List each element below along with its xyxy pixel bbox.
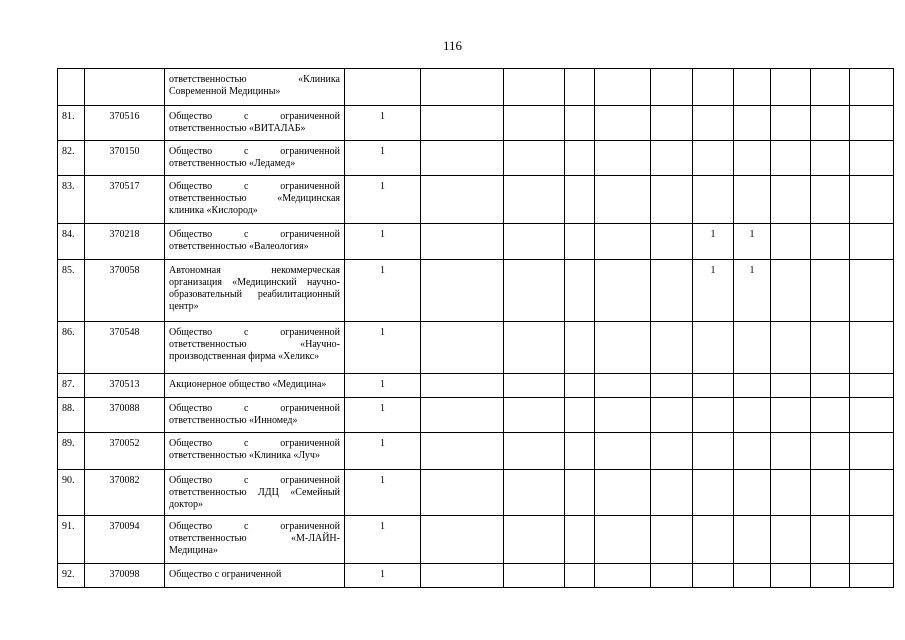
value-cell (734, 322, 771, 374)
row-number-cell: 81. (58, 106, 85, 141)
organization-name-cell: Общество с ограниченной ответственностью «Валеология» (165, 224, 345, 260)
table-row (58, 398, 894, 433)
value-cell (651, 322, 693, 374)
table-row (58, 564, 894, 588)
value-cell: 1 (345, 260, 421, 322)
row-number-cell: 83. (58, 176, 85, 224)
value-cell: 1 (693, 260, 734, 322)
registry-code-cell: 370150 (85, 141, 165, 176)
value-cell (595, 433, 651, 470)
value-cell (565, 69, 595, 106)
value-cell (565, 322, 595, 374)
value-cell (651, 433, 693, 470)
organization-name-cell: Общество с ограниченной ответственностью «Клиника «Луч» (165, 433, 345, 470)
value-cell (771, 433, 811, 470)
value-cell: 1 (345, 433, 421, 470)
row-number-cell: 82. (58, 141, 85, 176)
value-cell (595, 564, 651, 588)
value-cell (850, 398, 894, 433)
value-cell (693, 106, 734, 141)
value-cell (565, 141, 595, 176)
value-cell (850, 374, 894, 398)
value-cell (771, 224, 811, 260)
value-cell (734, 106, 771, 141)
organization-name-cell: Общество с ограниченной ответственностью «М-ЛАЙН-Медицина» (165, 516, 345, 564)
value-cell (693, 470, 734, 516)
value-cell (850, 322, 894, 374)
registry-code-cell: 370088 (85, 398, 165, 433)
value-cell (771, 176, 811, 224)
value-cell (504, 224, 565, 260)
table-row (58, 141, 894, 176)
value-cell (811, 516, 850, 564)
value-cell (504, 106, 565, 141)
value-cell (565, 106, 595, 141)
page-number: 116 (442, 38, 463, 53)
value-cell (421, 374, 504, 398)
value-cell (421, 176, 504, 224)
value-cell: 1 (345, 106, 421, 141)
value-cell (421, 106, 504, 141)
value-cell (811, 176, 850, 224)
value-cell (595, 322, 651, 374)
value-cell (651, 260, 693, 322)
value-cell (693, 322, 734, 374)
value-cell (734, 516, 771, 564)
table-row (58, 69, 894, 106)
table-row (58, 106, 894, 141)
registry-code-cell (85, 69, 165, 106)
value-cell (850, 141, 894, 176)
value-cell (421, 470, 504, 516)
value-cell (693, 176, 734, 224)
table-row (58, 516, 894, 564)
value-cell (504, 470, 565, 516)
value-cell (565, 176, 595, 224)
value-cell (345, 69, 421, 106)
value-cell (734, 398, 771, 433)
value-cell: 1 (345, 564, 421, 588)
value-cell (811, 141, 850, 176)
value-cell (734, 374, 771, 398)
table-row (58, 470, 894, 516)
table-row (58, 322, 894, 374)
registry-code-cell: 370052 (85, 433, 165, 470)
value-cell (504, 398, 565, 433)
value-cell (771, 470, 811, 516)
value-cell (811, 564, 850, 588)
value-cell: 1 (345, 322, 421, 374)
value-cell (565, 224, 595, 260)
value-cell (811, 224, 850, 260)
value-cell (595, 516, 651, 564)
registry-code-cell: 370516 (85, 106, 165, 141)
value-cell (850, 176, 894, 224)
value-cell (504, 69, 565, 106)
value-cell (565, 398, 595, 433)
value-cell: 1 (345, 470, 421, 516)
value-cell (421, 260, 504, 322)
organization-name-cell: Общество с ограниченной (165, 564, 345, 588)
value-cell: 1 (345, 141, 421, 176)
value-cell (771, 69, 811, 106)
value-cell (734, 564, 771, 588)
value-cell (504, 322, 565, 374)
value-cell (850, 260, 894, 322)
value-cell (771, 106, 811, 141)
value-cell (811, 470, 850, 516)
value-cell (651, 69, 693, 106)
row-number-cell: 91. (58, 516, 85, 564)
registry-code-cell: 370082 (85, 470, 165, 516)
value-cell: 1 (734, 260, 771, 322)
organization-name-cell: Общество с ограниченной ответственностью ЛДЦ «Семейный доктор» (165, 470, 345, 516)
value-cell (651, 106, 693, 141)
registry-code-cell: 370058 (85, 260, 165, 322)
value-cell: 1 (345, 398, 421, 433)
organization-name-cell: Общество с ограниченной ответственностью «Инномед» (165, 398, 345, 433)
value-cell (595, 260, 651, 322)
value-cell (771, 564, 811, 588)
organization-name-cell: Общество с ограниченной ответственностью «Медицинская клиника «Кислород» (165, 176, 345, 224)
value-cell (504, 374, 565, 398)
value-cell (651, 516, 693, 564)
value-cell (771, 260, 811, 322)
value-cell (595, 106, 651, 141)
value-cell (421, 224, 504, 260)
row-number-cell: 88. (58, 398, 85, 433)
value-cell (734, 433, 771, 470)
value-cell: 1 (734, 224, 771, 260)
value-cell (734, 176, 771, 224)
organization-name-cell: Акционерное общество «Медицина» (165, 374, 345, 398)
value-cell (850, 433, 894, 470)
organization-name-cell: Автономная некоммерческая организация «Медицинский научно-образовательный реабилитационный центр» (165, 260, 345, 322)
value-cell (595, 69, 651, 106)
value-cell (565, 433, 595, 470)
row-number-cell: 84. (58, 224, 85, 260)
registry-code-cell: 370548 (85, 322, 165, 374)
value-cell (595, 224, 651, 260)
value-cell (651, 176, 693, 224)
value-cell (771, 141, 811, 176)
organization-name-cell: Общество с ограниченной ответственностью «Научно-производственная фирма «Хеликс» (165, 322, 345, 374)
value-cell (850, 516, 894, 564)
value-cell: 1 (345, 516, 421, 564)
value-cell (595, 176, 651, 224)
value-cell (504, 516, 565, 564)
table-row (58, 260, 894, 322)
value-cell (850, 69, 894, 106)
value-cell (811, 260, 850, 322)
value-cell (421, 69, 504, 106)
table-row (58, 374, 894, 398)
value-cell (421, 141, 504, 176)
value-cell (504, 141, 565, 176)
value-cell (693, 516, 734, 564)
row-number-cell: 86. (58, 322, 85, 374)
value-cell (565, 260, 595, 322)
table-row (58, 433, 894, 470)
value-cell (771, 374, 811, 398)
value-cell: 1 (693, 224, 734, 260)
value-cell (504, 433, 565, 470)
row-number-cell: 92. (58, 564, 85, 588)
value-cell (504, 260, 565, 322)
value-cell (693, 69, 734, 106)
value-cell (595, 470, 651, 516)
value-cell (565, 374, 595, 398)
row-number-cell: 85. (58, 260, 85, 322)
registry-code-cell: 370094 (85, 516, 165, 564)
value-cell (693, 398, 734, 433)
value-cell (565, 516, 595, 564)
value-cell (651, 141, 693, 176)
value-cell (595, 374, 651, 398)
value-cell (850, 564, 894, 588)
organization-name-cell: Общество с ограниченной ответственностью «Ледамед» (165, 141, 345, 176)
value-cell (651, 564, 693, 588)
value-cell (811, 69, 850, 106)
organization-name-cell: ответственностью «Клиника Современной Медицины» (165, 69, 345, 106)
table-row (58, 176, 894, 224)
registry-table (57, 68, 894, 588)
registry-code-cell: 370098 (85, 564, 165, 588)
value-cell (421, 398, 504, 433)
value-cell (771, 516, 811, 564)
value-cell (771, 398, 811, 433)
value-cell: 1 (345, 374, 421, 398)
value-cell (421, 433, 504, 470)
value-cell (850, 224, 894, 260)
value-cell (504, 176, 565, 224)
row-number-cell: 87. (58, 374, 85, 398)
value-cell (734, 470, 771, 516)
registry-code-cell: 370513 (85, 374, 165, 398)
value-cell (651, 374, 693, 398)
registry-code-cell: 370517 (85, 176, 165, 224)
value-cell (693, 433, 734, 470)
value-cell (421, 564, 504, 588)
value-cell (734, 69, 771, 106)
value-cell (651, 398, 693, 433)
value-cell (565, 564, 595, 588)
value-cell (504, 564, 565, 588)
value-cell (734, 141, 771, 176)
organization-name-cell: Общество с ограниченной ответственностью «ВИТАЛАБ» (165, 106, 345, 141)
value-cell (811, 374, 850, 398)
value-cell (693, 374, 734, 398)
value-cell: 1 (345, 224, 421, 260)
value-cell (850, 106, 894, 141)
row-number-cell (58, 69, 85, 106)
value-cell (811, 398, 850, 433)
value-cell (771, 322, 811, 374)
value-cell: 1 (345, 176, 421, 224)
value-cell (421, 516, 504, 564)
value-cell (651, 224, 693, 260)
registry-code-cell: 370218 (85, 224, 165, 260)
value-cell (693, 564, 734, 588)
value-cell (595, 141, 651, 176)
value-cell (565, 470, 595, 516)
row-number-cell: 89. (58, 433, 85, 470)
value-cell (693, 141, 734, 176)
value-cell (595, 398, 651, 433)
row-number-cell: 90. (58, 470, 85, 516)
value-cell (421, 322, 504, 374)
value-cell (811, 106, 850, 141)
value-cell (811, 322, 850, 374)
value-cell (811, 433, 850, 470)
table-row (58, 224, 894, 260)
value-cell (651, 470, 693, 516)
value-cell (850, 470, 894, 516)
